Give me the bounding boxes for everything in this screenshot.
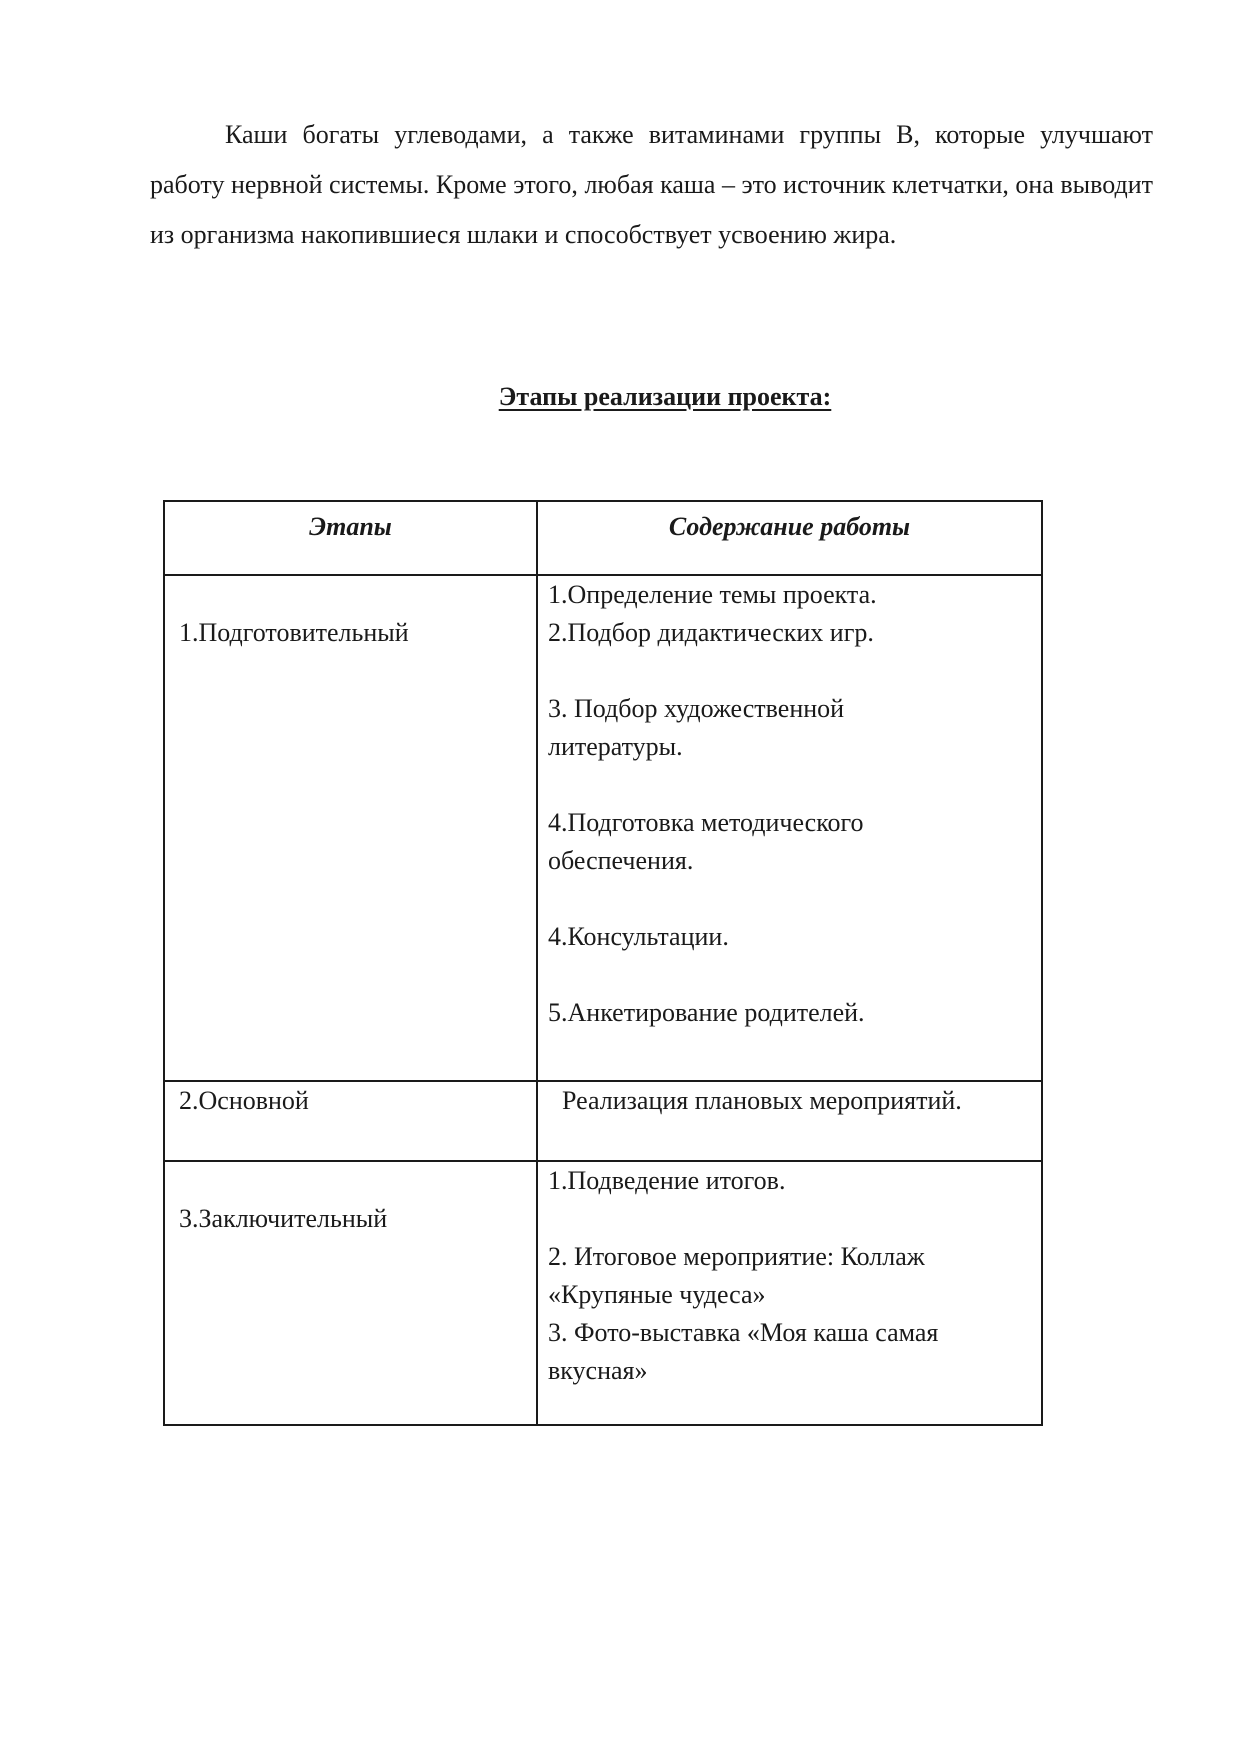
stage-label: 1.Подготовительный [179,618,409,647]
stage-cell [164,1161,537,1425]
column-header-stages: Этапы [164,501,537,575]
stage-cell [164,1081,537,1161]
content-line: 4.Подготовка методического [548,808,864,837]
content-line: 1.Подведение итогов. [548,1166,786,1195]
content-cell [537,575,1042,1081]
content-line: Реализация плановых мероприятий. [562,1086,962,1115]
stage-label: 3.Заключительный [179,1204,388,1233]
content-line: 1.Определение темы проекта. [548,580,877,609]
column-header-content: Содержание работы [537,501,1042,575]
content-line: вкусная» [548,1356,648,1385]
content-line: 2. Итоговое мероприятие: Коллаж [548,1242,925,1271]
content-cell [537,1081,1042,1161]
content-line: 3. Подбор художественной [548,694,845,723]
stage-cell [164,575,537,1081]
stage-label: 2.Основной [179,1086,309,1115]
content-cell [537,1161,1042,1425]
table-row [164,1161,1042,1425]
content-line: 4.Консультации. [548,922,729,951]
intro-paragraph: Каши богаты углеводами, а также витаминами группы В, которые улучшают работу нервной системы. Кроме этого, любая каша – это источник клетчатки, она выводит из организма накопившиеся шлаки и способствует усвоению жира. [150,120,1153,249]
content-line: «Крупяные чудеса» [548,1280,766,1309]
section-heading: Этапы реализации проекта: [498,382,832,411]
content-line: 2.Подбор дидактических игр. [548,618,874,647]
content-line: 5.Анкетирование родителей. [548,998,865,1027]
content-line: 3. Фото-выставка «Моя каша самая [548,1318,939,1347]
content-line: литературы. [548,732,683,761]
project-stages-table [163,500,1043,1426]
table-header-row [164,501,1042,575]
table-row [164,1081,1042,1161]
content-line: обеспечения. [548,846,694,875]
table-row [164,575,1042,1081]
